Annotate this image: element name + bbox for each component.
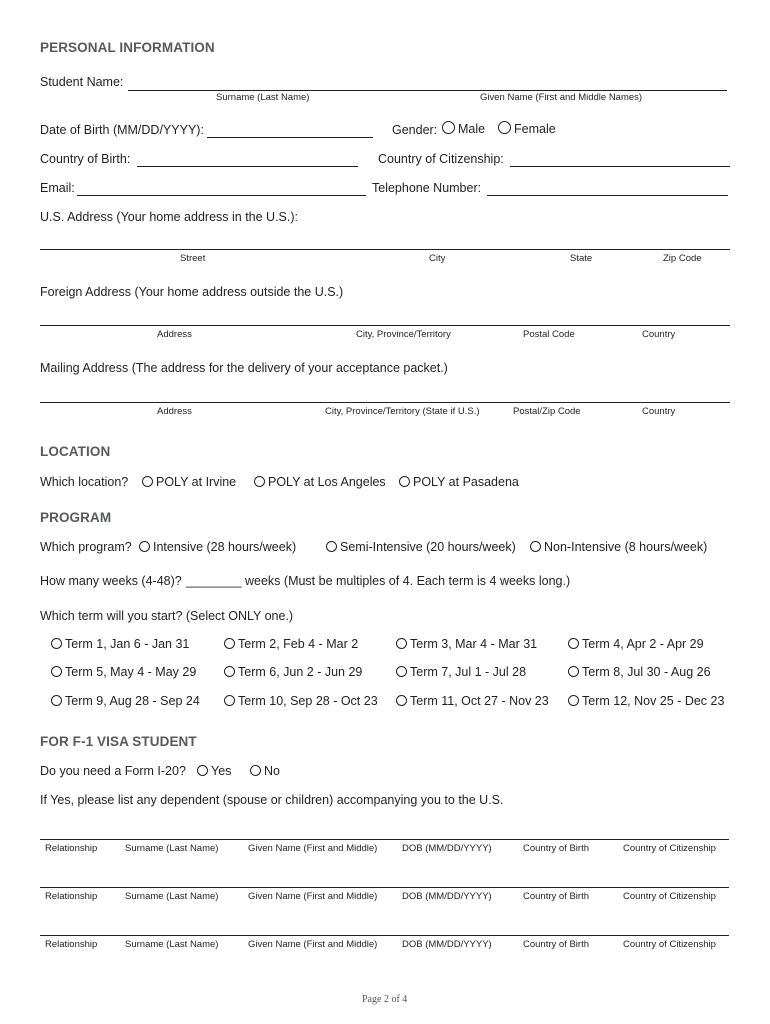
program-question: Which program? (40, 540, 132, 554)
foreign-country-caption: Country (642, 329, 676, 340)
dependent-surname-caption: Surname (Last Name) (125, 843, 219, 854)
radio-icon[interactable] (396, 666, 407, 677)
dependent-relationship-caption: Relationship (45, 891, 98, 902)
personal-heading: PERSONAL INFORMATION (40, 40, 215, 55)
dependent-country-citizenship-caption: Country of Citizenship (623, 843, 716, 854)
program-option-non-intensive[interactable] (530, 540, 707, 554)
email-label: Email: (40, 181, 75, 195)
radio-icon[interactable] (530, 541, 541, 552)
us-city-caption: City (429, 253, 446, 264)
radio-icon[interactable] (51, 666, 62, 677)
dependent-country-citizenship-caption: Country of Citizenship (623, 891, 716, 902)
email-field[interactable] (77, 195, 366, 196)
country-citizenship-label: Country of Citizenship: (378, 152, 504, 166)
country-birth-field[interactable] (137, 166, 358, 167)
radio-icon[interactable] (142, 476, 153, 487)
radio-icon[interactable] (224, 695, 235, 706)
student-name-field[interactable] (128, 90, 727, 91)
i20-no-label: No (264, 764, 280, 778)
program-option-intensive[interactable] (139, 540, 296, 554)
radio-icon[interactable] (254, 476, 265, 487)
location-option-irvine[interactable] (142, 475, 236, 489)
f1-heading: FOR F-1 VISA STUDENT (40, 734, 197, 749)
term-option-5[interactable] (51, 665, 196, 679)
dependent-row-3-field[interactable] (40, 935, 729, 936)
term-label: Term 1, Jan 6 - Jan 31 (65, 637, 190, 651)
term-option-8[interactable] (568, 665, 711, 679)
mailing-postal-caption: Postal/Zip Code (513, 406, 581, 417)
radio-icon[interactable] (224, 638, 235, 649)
surname-caption: Surname (Last Name) (216, 92, 310, 103)
radio-icon[interactable] (399, 476, 410, 487)
location-option-label: POLY at Pasadena (413, 475, 519, 489)
i20-yes-label: Yes (211, 764, 232, 778)
term-option-3[interactable] (396, 637, 537, 651)
radio-icon[interactable] (442, 121, 455, 134)
radio-icon[interactable] (568, 666, 579, 677)
term-option-9[interactable] (51, 694, 200, 708)
radio-icon[interactable] (568, 638, 579, 649)
location-option-label: POLY at Los Angeles (268, 475, 386, 489)
dependent-row-2-field[interactable] (40, 887, 729, 888)
term-option-12[interactable] (568, 694, 724, 708)
term-option-4[interactable] (568, 637, 704, 651)
us-street-caption: Street (180, 253, 206, 264)
gender-male-option[interactable] (442, 121, 485, 136)
mailing-country-caption: Country (642, 406, 676, 417)
term-option-6[interactable] (224, 665, 362, 679)
telephone-label: Telephone Number: (372, 181, 482, 195)
dependent-country-birth-caption: Country of Birth (523, 843, 589, 854)
location-option-pasadena[interactable] (399, 475, 519, 489)
us-address-field[interactable] (40, 249, 730, 250)
mailing-city-caption: City, Province/Territory (State if U.S.) (325, 406, 480, 417)
us-zip-caption: Zip Code (663, 253, 702, 264)
us-address-label: U.S. Address (Your home address in the U.S.): (40, 210, 298, 224)
term-label: Term 4, Apr 2 - Apr 29 (582, 637, 704, 651)
foreign-postal-caption: Postal Code (523, 329, 575, 340)
mailing-address-caption: Address (157, 406, 192, 417)
dependent-surname-caption: Surname (Last Name) (125, 891, 219, 902)
program-option-semi-intensive[interactable] (326, 540, 516, 554)
term-label: Term 2, Feb 4 - Mar 2 (238, 637, 359, 651)
term-question: Which term will you start? (Select ONLY one.) (40, 609, 294, 623)
dependent-given-caption: Given Name (First and Middle) (248, 843, 378, 854)
gender-female-option[interactable] (498, 121, 556, 136)
term-label: Term 10, Sep 28 - Oct 23 (238, 694, 378, 708)
radio-icon[interactable] (250, 765, 261, 776)
dob-field[interactable] (207, 137, 373, 138)
foreign-address-label: Foreign Address (Your home address outside the U.S.) (40, 285, 344, 299)
term-option-2[interactable] (224, 637, 358, 651)
gender-male-label: Male (458, 122, 486, 136)
dependent-surname-caption: Surname (Last Name) (125, 939, 219, 950)
dependent-given-caption: Given Name (First and Middle) (248, 891, 378, 902)
country-birth-label: Country of Birth: (40, 152, 131, 166)
gender-female-label: Female (514, 122, 556, 136)
term-option-7[interactable] (396, 665, 526, 679)
foreign-address-caption: Address (157, 329, 192, 340)
location-option-los-angeles[interactable] (254, 475, 386, 489)
radio-icon[interactable] (139, 541, 150, 552)
location-question: Which location? (40, 475, 129, 489)
dependent-row-1-field[interactable] (40, 839, 729, 840)
dependents-label: If Yes, please list any dependent (spouse or children) accompanying you to the U.S. (40, 793, 504, 807)
mailing-address-field[interactable] (40, 402, 730, 403)
location-heading: LOCATION (40, 444, 111, 459)
us-state-caption: State (570, 253, 593, 264)
radio-icon[interactable] (224, 666, 235, 677)
dependent-given-caption: Given Name (First and Middle) (248, 939, 378, 950)
country-citizenship-field[interactable] (510, 166, 730, 167)
dependent-dob-caption: DOB (MM/DD/YYYY) (402, 939, 492, 950)
term-label: Term 11, Oct 27 - Nov 23 (410, 694, 549, 708)
gender-label: Gender: (392, 123, 438, 137)
radio-icon[interactable] (197, 765, 208, 776)
program-option-label: Semi-Intensive (20 hours/week) (340, 540, 516, 554)
term-label: Term 9, Aug 28 - Sep 24 (65, 694, 200, 708)
foreign-city-caption: City, Province/Territory (356, 329, 451, 340)
radio-icon[interactable] (396, 638, 407, 649)
foreign-address-field[interactable] (40, 325, 730, 326)
dependent-relationship-caption: Relationship (45, 843, 98, 854)
weeks-field[interactable]: ________ (186, 574, 242, 588)
dependent-relationship-caption: Relationship (45, 939, 98, 950)
dependent-dob-caption: DOB (MM/DD/YYYY) (402, 843, 492, 854)
student-name-label: Student Name: (40, 75, 124, 89)
radio-icon[interactable] (498, 121, 511, 134)
radio-icon[interactable] (396, 695, 407, 706)
term-label: Term 6, Jun 2 - Jun 29 (238, 665, 363, 679)
term-label: Term 3, Mar 4 - Mar 31 (410, 637, 538, 651)
term-option-10[interactable] (224, 694, 378, 708)
dependent-country-birth-caption: Country of Birth (523, 891, 589, 902)
program-heading: PROGRAM (40, 510, 112, 525)
page-number: Page 2 of 4 (362, 994, 408, 1005)
telephone-field[interactable] (487, 195, 728, 196)
radio-icon[interactable] (568, 695, 579, 706)
mailing-address-label: Mailing Address (The address for the delivery of your acceptance packet.) (40, 361, 448, 375)
program-option-label: Non-Intensive (8 hours/week) (544, 540, 708, 554)
radio-icon[interactable] (326, 541, 337, 552)
i20-no-option[interactable] (250, 764, 280, 778)
dependent-dob-caption: DOB (MM/DD/YYYY) (402, 891, 492, 902)
dependent-country-citizenship-caption: Country of Citizenship (623, 939, 716, 950)
term-label: Term 5, May 4 - May 29 (65, 665, 197, 679)
weeks-label: How many weeks (4-48)? (40, 574, 182, 588)
dob-label: Date of Birth (MM/DD/YYYY): (40, 123, 204, 137)
location-option-label: POLY at Irvine (156, 475, 237, 489)
program-option-label: Intensive (28 hours/week) (153, 540, 297, 554)
dependent-country-birth-caption: Country of Birth (523, 939, 589, 950)
i20-yes-option[interactable] (197, 764, 231, 778)
term-option-1[interactable] (51, 637, 189, 651)
term-label: Term 12, Nov 25 - Dec 23 (582, 694, 725, 708)
term-label: Term 7, Jul 1 - Jul 28 (410, 665, 527, 679)
i20-question: Do you need a Form I-20? (40, 764, 186, 778)
given-name-caption: Given Name (First and Middle Names) (480, 92, 643, 103)
radio-icon[interactable] (51, 638, 62, 649)
term-label: Term 8, Jul 30 - Aug 26 (582, 665, 711, 679)
term-option-11[interactable] (396, 694, 549, 708)
radio-icon[interactable] (51, 695, 62, 706)
weeks-note: weeks (Must be multiples of 4. Each term is 4 weeks long.) (245, 574, 571, 588)
